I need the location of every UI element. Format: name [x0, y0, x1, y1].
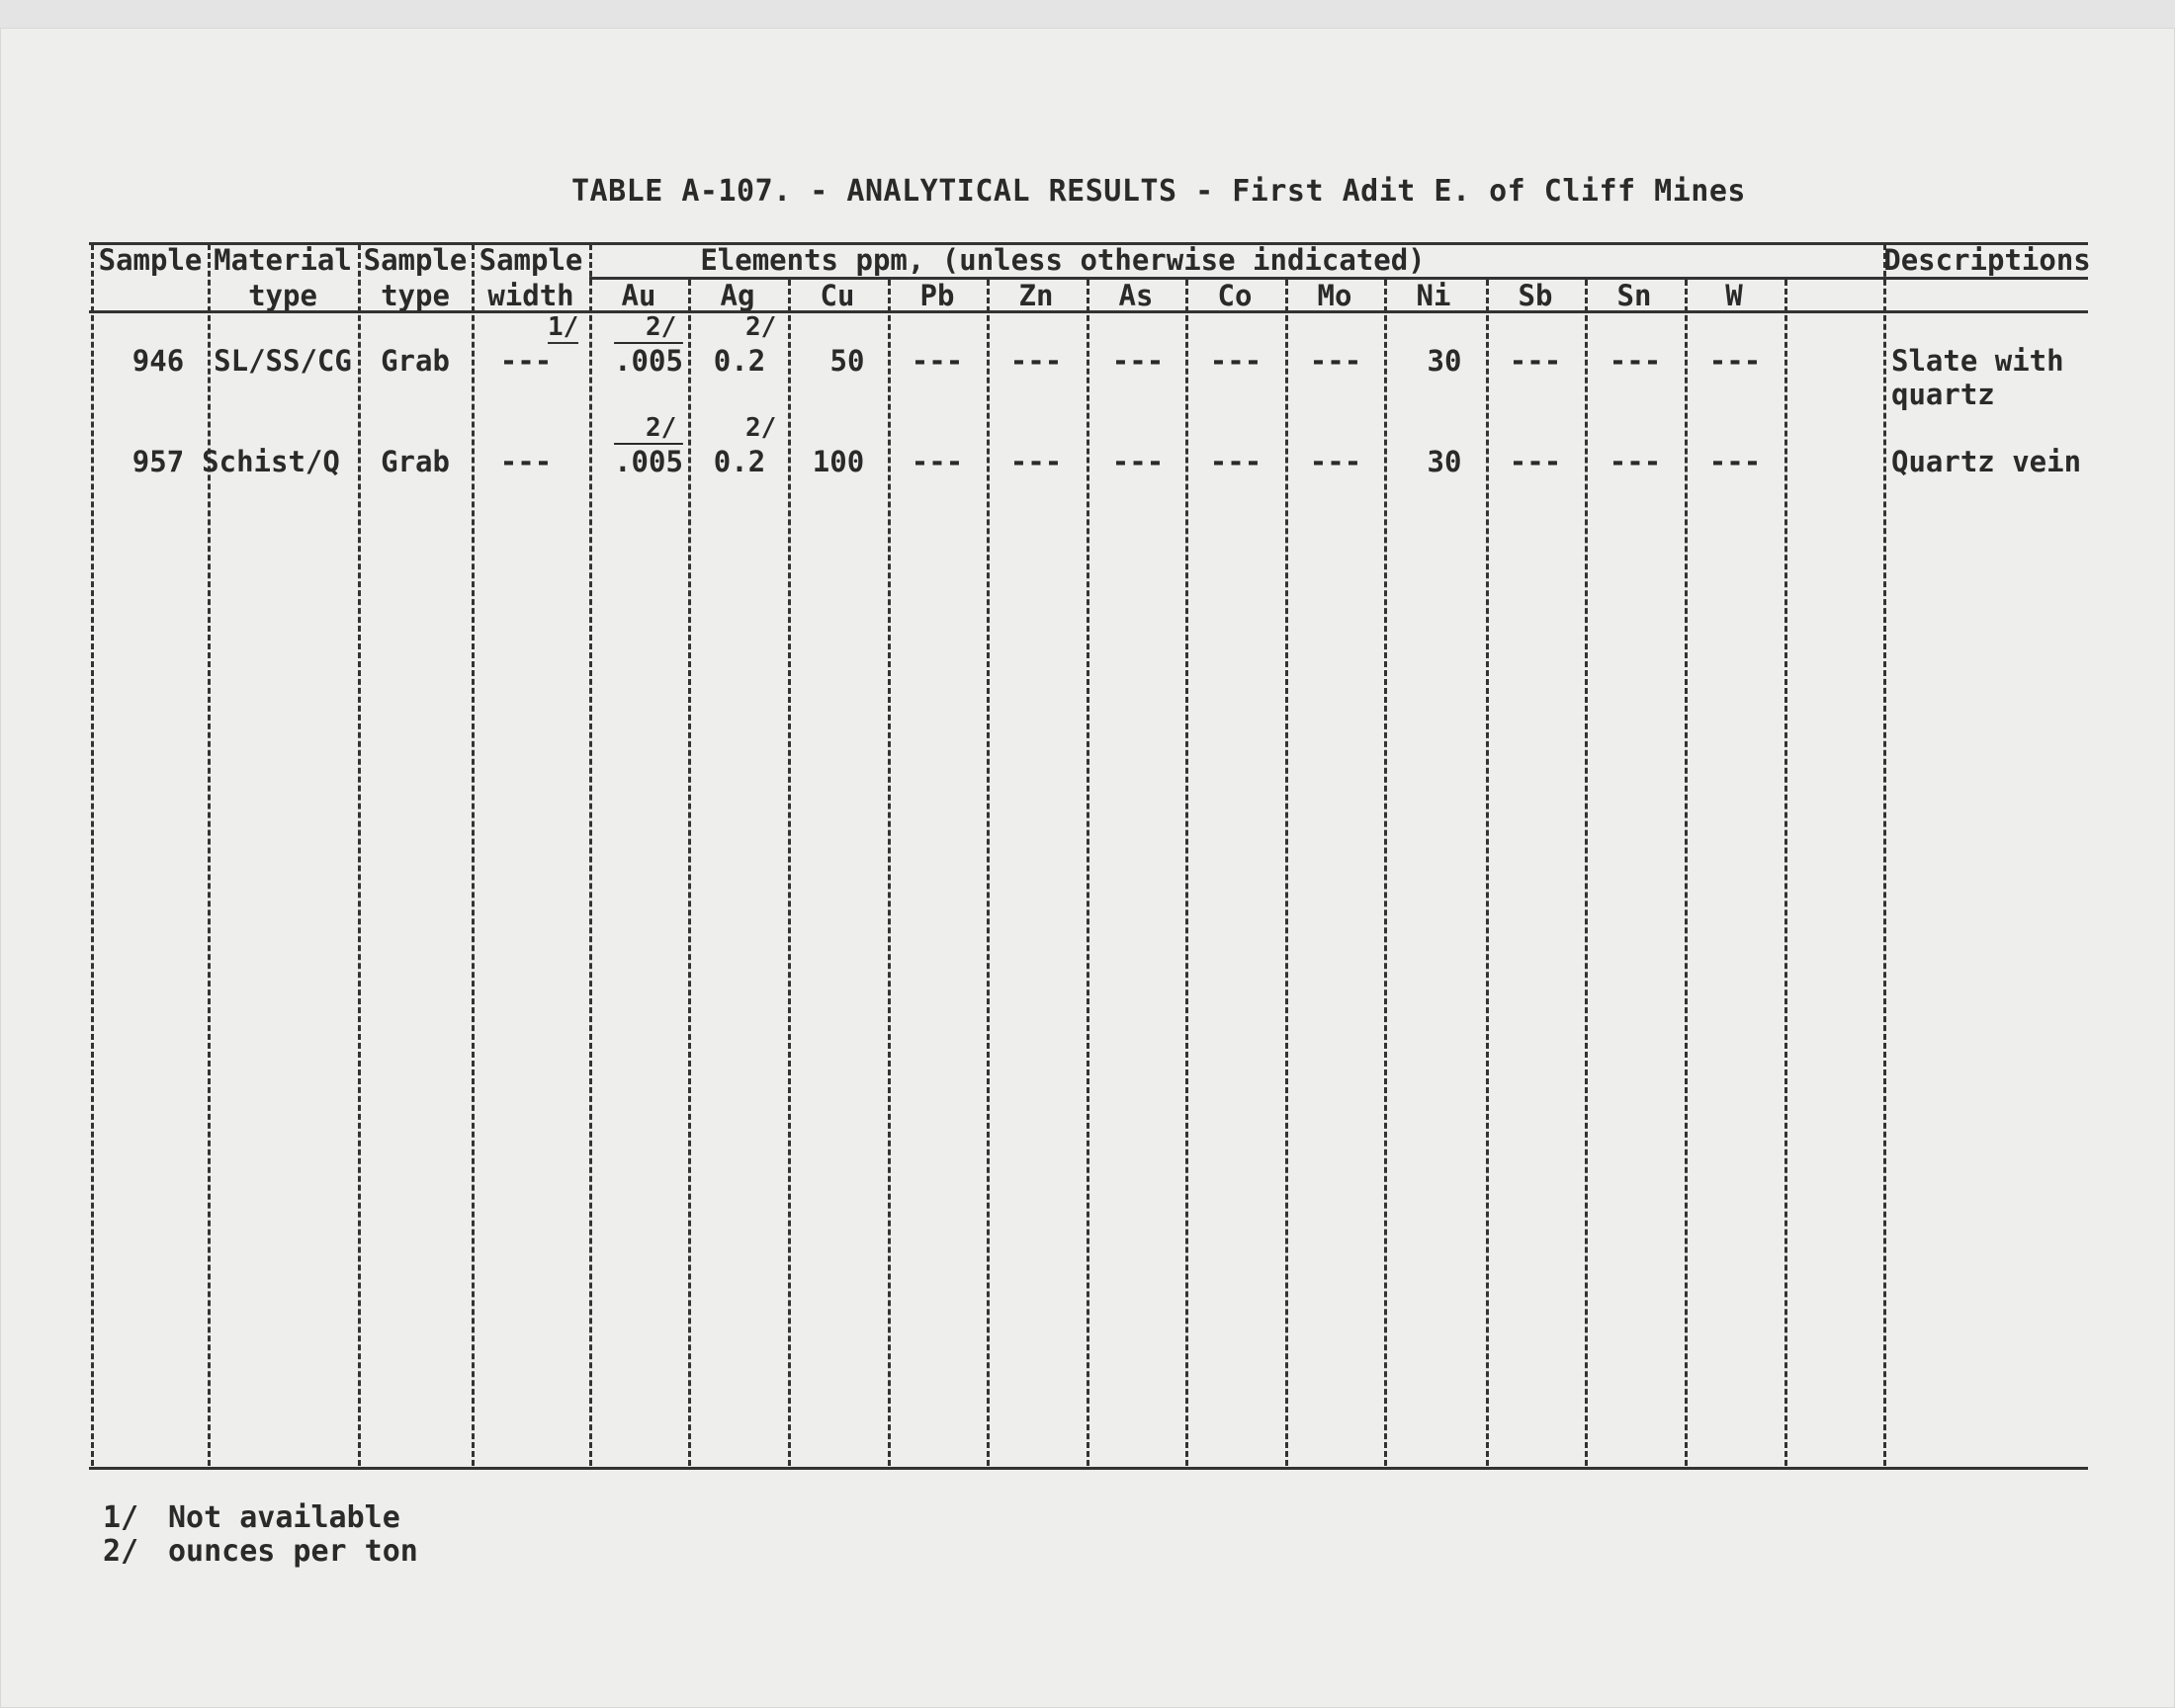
table-row-cell-pb: ---: [911, 344, 964, 378]
table-row-cell-mo: ---: [1309, 344, 1362, 378]
header-element-au: Au: [621, 279, 656, 312]
table-bottom-rule: [89, 1467, 2088, 1470]
header-elements-group: Elements ppm, (unless otherwise indicated): [700, 243, 1426, 277]
table-row-cell-width: ---: [499, 445, 553, 478]
header-element-cu: Cu: [820, 279, 855, 312]
column-divider: [472, 244, 475, 1466]
table-row-cell-description: Quartz vein: [1891, 445, 2082, 478]
footnote-ref: 2/: [646, 413, 677, 443]
table-row-cell-sn: ---: [1609, 344, 1662, 378]
column-divider: [1087, 280, 1089, 1466]
column-divider: [208, 244, 211, 1466]
table-row-cell-cu: 50: [829, 344, 865, 378]
footnote-2: [103, 1534, 418, 1569]
table-row-cell-co: ---: [1209, 445, 1262, 478]
column-divider: [91, 244, 94, 1466]
header-descriptions: Descriptions: [1883, 243, 2091, 277]
header-element-w: W: [1725, 279, 1743, 312]
header-element-sb: Sb: [1518, 279, 1553, 312]
header-element-mo: Mo: [1317, 279, 1352, 312]
table-row-cell-co: ---: [1209, 344, 1262, 378]
column-divider: [888, 280, 891, 1466]
footnote-ref: 2/: [745, 413, 777, 443]
column-divider: [358, 244, 361, 1466]
footnote-ref: 2/: [646, 312, 677, 342]
column-divider: [1185, 280, 1188, 1466]
table-row-cell-width: ---: [499, 344, 553, 378]
column-divider: [788, 280, 791, 1466]
table-row-cell-ni: 30: [1427, 344, 1462, 378]
header-material: Material: [214, 243, 352, 277]
column-divider: [987, 280, 990, 1466]
column-divider: [1585, 280, 1588, 1466]
table-row-cell-au: .005: [614, 445, 683, 478]
header-sample-type-2: type: [381, 279, 450, 312]
column-divider: [1384, 280, 1387, 1466]
table-row-cell-as: ---: [1111, 344, 1165, 378]
header-sample-width-2: width: [487, 279, 574, 312]
table-row-cell-type: Grab: [381, 344, 450, 378]
header-element-ni: Ni: [1416, 279, 1451, 312]
table-row-cell-cu: 100: [812, 445, 865, 478]
header-element-ag: Ag: [720, 279, 755, 312]
table-row-cell-zn: ---: [1009, 344, 1063, 378]
table-row-cell-type: Grab: [381, 445, 450, 478]
table-row-cell-zn: ---: [1009, 445, 1063, 478]
table-row-cell-sn: ---: [1609, 445, 1662, 478]
table-row-cell-sb: ---: [1509, 445, 1562, 478]
footnote-mark: 2/: [103, 1534, 139, 1569]
header-element-pb: Pb: [919, 279, 955, 312]
header-sample-width: Sample: [478, 243, 583, 277]
table-title: TABLE A-107. - ANALYTICAL RESULTS - First Adit E. of Cliff Mines: [571, 174, 1746, 209]
table-row-cell-ag: 0.2: [713, 344, 766, 378]
table-row-cell-mo: ---: [1309, 445, 1362, 478]
column-divider: [589, 244, 592, 1466]
table-row-cell-description: Slate with: [1891, 344, 2064, 378]
table-row-cell-sb: ---: [1509, 344, 1562, 378]
table-row-cell-description-2: quartz: [1891, 378, 1995, 411]
column-divider: [1486, 280, 1489, 1466]
column-divider: [1784, 280, 1787, 1466]
table-row-cell-ag: 0.2: [713, 445, 766, 478]
header-element-sn: Sn: [1616, 279, 1652, 312]
column-divider: [1883, 244, 1886, 1466]
footnote-ref: 1/: [548, 312, 579, 342]
column-divider: [688, 280, 691, 1466]
footnote-text: ounces per ton: [168, 1534, 418, 1569]
table-row-cell-au: .005: [614, 344, 683, 378]
header-sample: Sample: [98, 243, 203, 277]
header-material-type: type: [248, 279, 317, 312]
table-row-cell-sample: 957: [131, 445, 185, 478]
header-sample-type: Sample: [363, 243, 468, 277]
table-row-cell-as: ---: [1111, 445, 1165, 478]
header-element-co: Co: [1217, 279, 1253, 312]
table-row-cell-ni: 30: [1427, 445, 1462, 478]
column-divider: [1685, 280, 1688, 1466]
footnote-ref: 2/: [745, 312, 777, 342]
table-row-cell-w: ---: [1708, 445, 1762, 478]
table-row-cell-sample: 946: [131, 344, 185, 378]
footnote-text: Not available: [168, 1500, 400, 1535]
header-element-zn: Zn: [1018, 279, 1054, 312]
header-element-as: As: [1118, 279, 1154, 312]
column-divider: [1285, 280, 1288, 1466]
table-row-cell-material: Schist/Q: [202, 445, 340, 478]
table-row-cell-material: SL/SS/CG: [214, 344, 352, 378]
table-row-cell-w: ---: [1708, 344, 1762, 378]
table-row-cell-pb: ---: [911, 445, 964, 478]
footnote-mark: 1/: [103, 1500, 139, 1535]
footnote-1: [103, 1500, 400, 1535]
